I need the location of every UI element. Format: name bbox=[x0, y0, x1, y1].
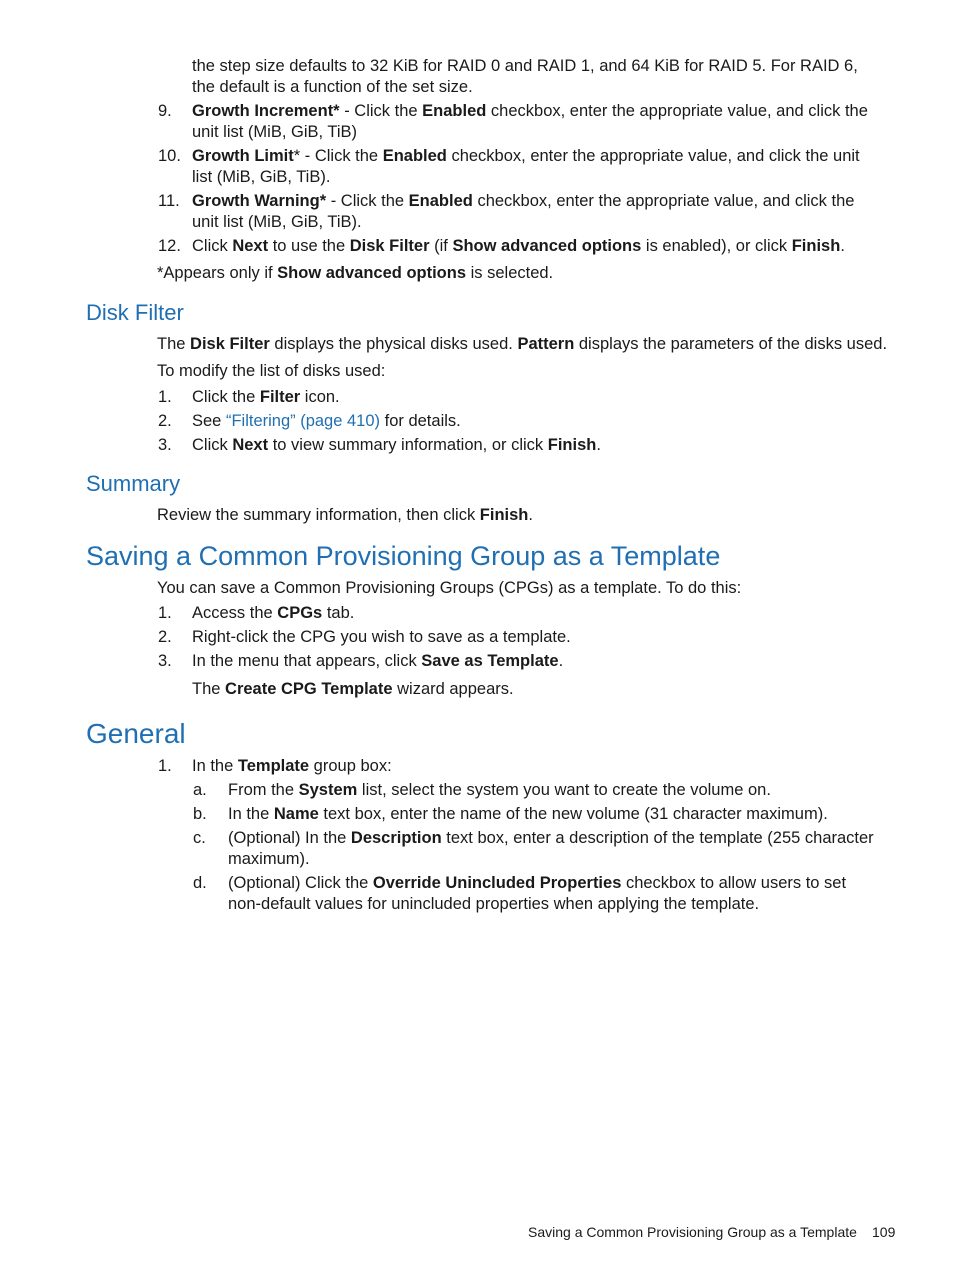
sublist-letter: a. bbox=[193, 781, 207, 799]
list-item: Click the Filter icon. bbox=[192, 388, 340, 406]
step-number: 10. bbox=[158, 147, 181, 165]
list-number: 2. bbox=[158, 628, 172, 646]
sublist-item: (Optional) In the Description text box, enter a description of the template (255 character bbox=[228, 829, 874, 847]
saving-result: The Create CPG Template wizard appears. bbox=[192, 680, 514, 698]
list-item: See “Filtering” (page 410) for details. bbox=[192, 412, 461, 430]
filtering-link[interactable]: “Filtering” (page 410) bbox=[225, 412, 381, 430]
list-item: Access the CPGs tab. bbox=[192, 604, 355, 622]
page-number: 109 bbox=[872, 1224, 896, 1240]
sublist-letter: b. bbox=[193, 805, 207, 823]
list-number: 1. bbox=[158, 757, 172, 775]
sublist-letter: d. bbox=[193, 874, 207, 892]
list-number: 3. bbox=[158, 436, 172, 454]
sublist-item-cont: non-default values for unincluded properties when applying the template. bbox=[228, 895, 760, 913]
section-heading-saving-template: Saving a Common Provisioning Group as a Template bbox=[86, 541, 721, 571]
sublist-item-cont: maximum). bbox=[228, 850, 310, 868]
footnote: *Appears only if Show advanced options is selected. bbox=[157, 264, 554, 282]
footer-title: Saving a Common Provisioning Group as a Template bbox=[528, 1224, 857, 1240]
sublist-item: In the Name text box, enter the name of the new volume (31 character maximum). bbox=[228, 805, 828, 823]
list-item: Click Next to view summary information, or click Finish. bbox=[192, 436, 601, 454]
step-10-text-cont: list (MiB, GiB, TiB). bbox=[192, 168, 331, 186]
step-number: 12. bbox=[158, 237, 181, 255]
saving-lead: You can save a Common Provisioning Groups (CPGs) as a template. To do this: bbox=[157, 579, 742, 597]
intro-line-2: the default is a function of the set size. bbox=[192, 78, 473, 96]
section-heading-general: General bbox=[86, 718, 186, 749]
sublist-item: (Optional) Click the Override Unincluded Properties checkbox to allow users to set bbox=[228, 874, 847, 892]
section-heading-disk-filter: Disk Filter bbox=[86, 300, 184, 325]
list-item: In the menu that appears, click Save as Template. bbox=[192, 652, 564, 670]
list-number: 2. bbox=[158, 412, 172, 430]
disk-filter-lead: To modify the list of disks used: bbox=[157, 362, 386, 380]
list-number: 3. bbox=[158, 652, 172, 670]
step-11-text: Growth Warning* - Click the Enabled checkbox, enter the appropriate value, and click the bbox=[192, 192, 855, 210]
summary-paragraph: Review the summary information, then click Finish. bbox=[157, 506, 533, 524]
disk-filter-paragraph: The Disk Filter displays the physical disks used. Pattern displays the parameters of the disks used. bbox=[157, 335, 888, 353]
step-11-text-cont: unit list (MiB, GiB, TiB). bbox=[192, 213, 362, 231]
list-number: 1. bbox=[158, 388, 172, 406]
sublist-item: From the System list, select the system you want to create the volume on. bbox=[228, 781, 771, 799]
step-12-text: Click Next to use the Disk Filter (if Show advanced options is enabled), or click Finish. bbox=[192, 237, 845, 255]
step-10-text: Growth Limit* - Click the Enabled checkbox, enter the appropriate value, and click the unit bbox=[192, 147, 860, 165]
intro-line-1: the step size defaults to 32 KiB for RAID 0 and RAID 1, and 64 KiB for RAID 5. For RAID 6, bbox=[192, 57, 858, 75]
list-item: In the Template group box: bbox=[192, 757, 392, 775]
step-number: 9. bbox=[158, 102, 172, 120]
step-9-text: Growth Increment* - Click the Enabled checkbox, enter the appropriate value, and click the bbox=[192, 102, 868, 120]
section-heading-summary: Summary bbox=[86, 471, 181, 496]
step-number: 11. bbox=[158, 192, 180, 210]
step-9-text-cont: unit list (MiB, GiB, TiB) bbox=[192, 123, 358, 141]
list-number: 1. bbox=[158, 604, 172, 622]
sublist-letter: c. bbox=[193, 829, 206, 847]
list-item: Right-click the CPG you wish to save as a template. bbox=[192, 628, 571, 646]
